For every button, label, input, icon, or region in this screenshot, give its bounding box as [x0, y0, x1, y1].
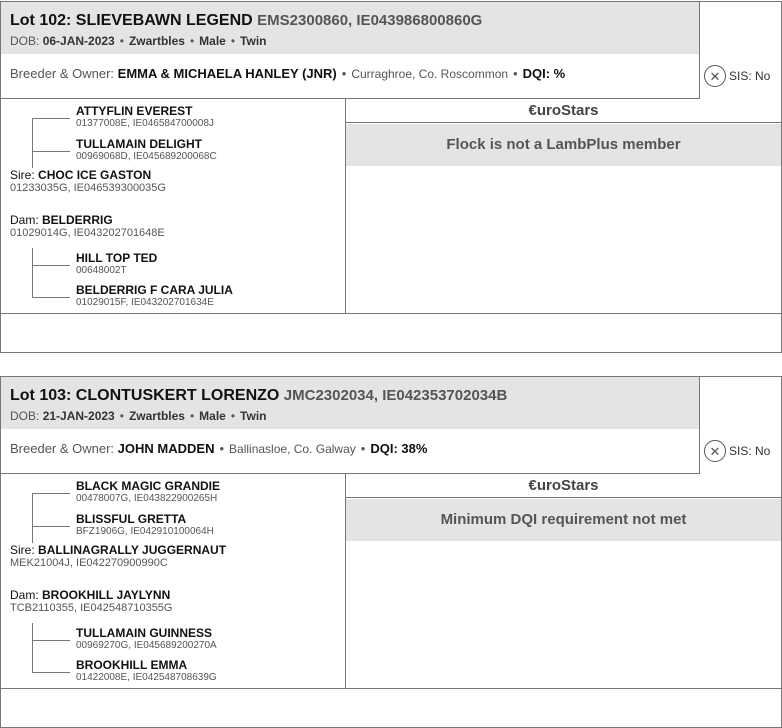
dob-value: 06-JAN-2023 — [42, 34, 115, 48]
birth-type: Twin — [240, 34, 267, 48]
dqi-value: DQI: 38% — [370, 441, 428, 456]
sire-name: BALLINAGRALLY JUGGERNAUT — [38, 543, 227, 557]
dam-name: BELDERRIG — [42, 213, 113, 227]
dqi-value: DQI: % — [522, 66, 566, 81]
grandparent-name: BROOKHILL EMMA — [76, 658, 188, 672]
pedigree-line — [32, 493, 33, 543]
owner-address: Curraghroe, Co. Roscommon — [351, 67, 509, 81]
grandparent-id: BFZ1906G, IE042910100064H — [76, 526, 214, 537]
grandparent-name: BELDERRIG F CARA JULIA — [76, 283, 233, 297]
pedigree-line — [32, 151, 70, 152]
lot-name: Lot 103: CLONTUSKERT LORENZO — [10, 387, 280, 404]
sis-label: SIS: No — [729, 444, 771, 458]
dam-label: Dam: — [10, 588, 39, 602]
dam-grandsire — [76, 251, 157, 276]
sire-granddam — [76, 512, 214, 537]
sex: Male — [199, 34, 226, 48]
owner-line: Breeder & Owner: EMMA & MICHAELA HANLEY (JNR) • Curraghroe, Co. Roscommon • DQI: % — [10, 66, 566, 81]
eurostars-panel — [346, 474, 781, 689]
sire-id: MEK21004J, IE042270900990C — [10, 557, 168, 569]
grandparent-name: BLISSFUL GRETTA — [76, 512, 187, 526]
sis-status — [704, 65, 770, 87]
sire-name: CHOC ICE GASTON — [38, 168, 152, 182]
owner-name: EMMA & MICHAELA HANLEY (JNR) — [117, 66, 337, 81]
eurostars-panel — [346, 99, 781, 314]
dam-id: TCB2110355, IE042548710355G — [10, 602, 173, 614]
sire-id: 01233035G, IE046539300035G — [10, 182, 166, 194]
pedigree-line — [32, 526, 70, 527]
dam-id: 01029014G, IE043202701648E — [10, 227, 165, 239]
sire-grandsire — [76, 104, 214, 129]
dam — [10, 213, 165, 239]
eurostars-heading: €uroStars — [346, 99, 781, 123]
sire-grandsire — [76, 479, 220, 504]
sis-status — [704, 440, 770, 462]
eurostars-heading: €uroStars — [346, 474, 781, 498]
grandparent-id: 00648002T — [76, 265, 127, 276]
breed: Zwartbles — [128, 409, 185, 423]
close-circle-icon: ✕ — [704, 440, 726, 462]
grandparent-name: HILL TOP TED — [76, 251, 158, 265]
grandparent-id: 01029015F, IE043202701634E — [76, 297, 214, 308]
lot-title — [10, 12, 482, 30]
grandparent-id: 00478007G, IE043822900265H — [76, 493, 218, 504]
lot-header — [1, 377, 700, 474]
pedigree-line — [32, 640, 70, 641]
lot-title — [10, 387, 507, 405]
sire — [10, 543, 226, 569]
owner-name: JOHN MADDEN — [117, 441, 215, 456]
dam — [10, 588, 172, 614]
eurostars-notice: Flock is not a LambPlus member — [346, 124, 781, 166]
dob-line: DOB: 21-JAN-2023 • Zwartbles • Male • Twin — [10, 409, 267, 423]
pedigree-line — [32, 493, 70, 494]
grandparent-id: 01377008E, IE046584700008J — [76, 118, 214, 129]
pedigree-line — [32, 118, 70, 119]
dam-grandsire — [76, 626, 217, 651]
pedigree-line — [32, 623, 33, 673]
grandparent-name: ATTYFLIN EVEREST — [76, 104, 193, 118]
grandparent-name: BLACK MAGIC GRANDIE — [76, 479, 220, 493]
grandparent-id: 00969068D, IE045689200068C — [76, 151, 217, 162]
dob-value: 21-JAN-2023 — [42, 409, 115, 423]
pedigree-line — [32, 672, 70, 673]
lot-header-band — [1, 377, 699, 429]
lot-ids: EMS2300860, IE043986800860G — [257, 12, 483, 29]
owner-label: Breeder & Owner: — [10, 66, 115, 81]
lot-card-102 — [0, 1, 782, 353]
eurostars-notice: Minimum DQI requirement not met — [346, 499, 781, 541]
birth-type: Twin — [240, 409, 267, 423]
sire-label: Sire: — [10, 168, 35, 182]
lot-card-103 — [0, 376, 782, 728]
sex: Male — [199, 409, 226, 423]
close-circle-icon: ✕ — [704, 65, 726, 87]
lot-header — [1, 2, 700, 99]
lot-header-band — [1, 2, 699, 54]
dam-label: Dam: — [10, 213, 39, 227]
pedigree-line — [32, 118, 33, 168]
dam-granddam — [76, 658, 217, 683]
pedigree — [1, 99, 346, 314]
grandparent-name: TULLAMAIN DELIGHT — [76, 137, 202, 151]
lot-name: Lot 102: SLIEVEBAWN LEGEND — [10, 12, 253, 29]
dob-label: DOB: — [10, 34, 40, 48]
pedigree — [1, 474, 346, 689]
pedigree-line — [32, 265, 70, 266]
dob-line: DOB: 06-JAN-2023 • Zwartbles • Male • Twin — [10, 34, 267, 48]
dam-granddam — [76, 283, 233, 308]
sire — [10, 168, 166, 194]
dob-label: DOB: — [10, 409, 40, 423]
grandparent-id: 01422008E, IE042548708639G — [76, 672, 217, 683]
grandparent-name: TULLAMAIN GUINNESS — [76, 626, 212, 640]
pedigree-line — [32, 248, 33, 298]
sire-label: Sire: — [10, 543, 35, 557]
lot-ids: JMC2302034, IE042353702034B — [283, 387, 508, 404]
owner-address: Ballinasloe, Co. Galway — [229, 442, 356, 456]
dam-name: BROOKHILL JAYLYNN — [42, 588, 171, 602]
breed: Zwartbles — [128, 34, 185, 48]
sis-label: SIS: No — [729, 69, 771, 83]
owner-label: Breeder & Owner: — [10, 441, 115, 456]
sire-granddam — [76, 137, 217, 162]
owner-line: Breeder & Owner: JOHN MADDEN • Ballinasloe, Co. Galway • DQI: 38% — [10, 441, 428, 456]
pedigree-line — [32, 297, 70, 298]
grandparent-id: 00969270G, IE045689200270A — [76, 640, 217, 651]
